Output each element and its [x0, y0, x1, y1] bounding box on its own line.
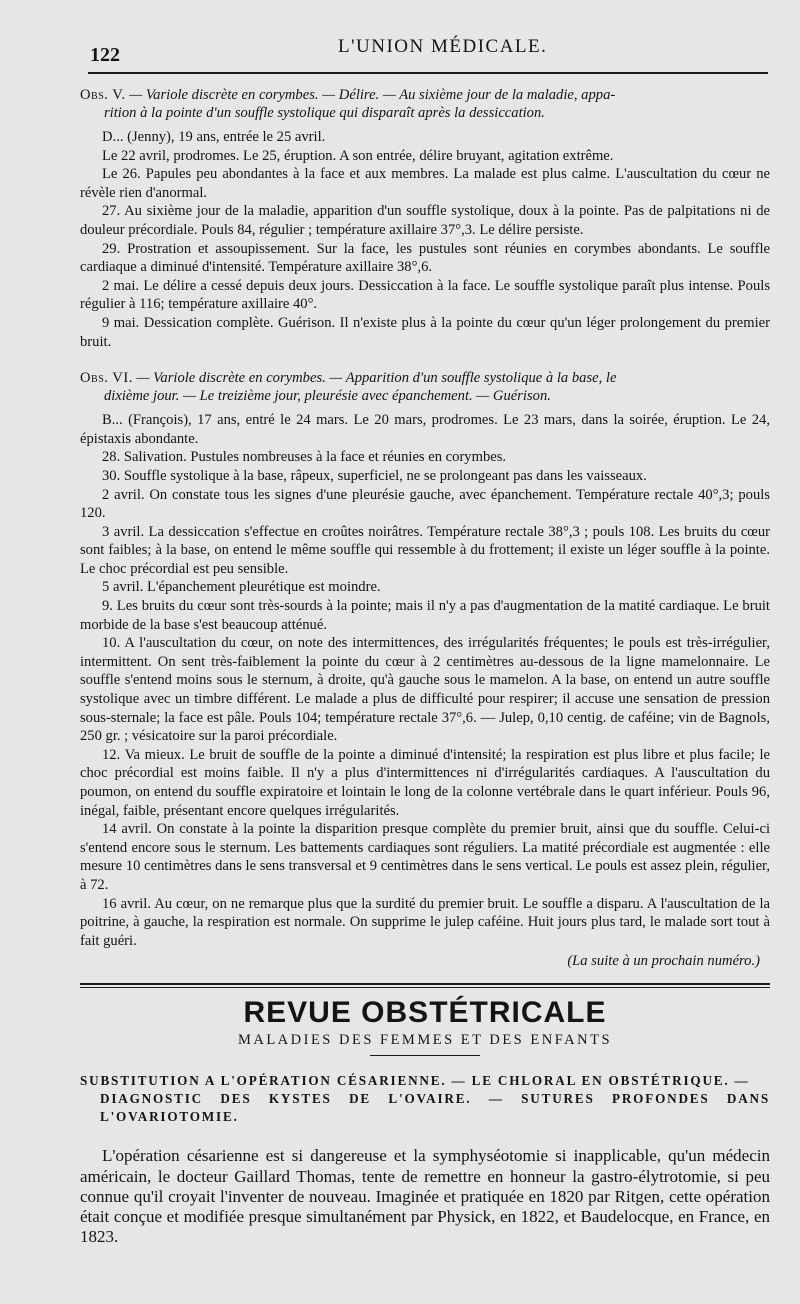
observation-6-paragraph: 16 avril. Au cœur, on ne remarque plus que la surdité du premier bruit. Le souffle a disparu. A l'auscultation de la poitrine, à gauche, la respiration est normale. On supprime le julep caféine. Huit jours plus tard, le malade sort tout à fait guéri. [80, 895, 770, 949]
continued-note: (La suite à un prochain numéro.) [567, 953, 760, 970]
running-header [80, 32, 770, 68]
observation-5-paragraph: 29. Prostration et assoupissement. Sur la face, les pustules sont réunies en corymbes abondants. Le souffle cardiaque a diminué d'intensité. Température axillaire 38°,6. [80, 240, 770, 276]
section-title: REVUE OBSTÉTRICALE [243, 996, 607, 1030]
observation-5 [80, 86, 770, 351]
observation-6-paragraph: 30. Souffle systolique à la base, râpeux, superficiel, ne se prolongeant pas dans les vaisseaux. [102, 467, 647, 484]
article-paragraph: L'opération césarienne est si dangereuse et la symphyséotomie si inapplicable, qu'un médecin américain, le docteur Gaillard Thomas, tente de remettre en honneur la gastro-élytrotomie, si peu connue qu'il croyait l'inventer de nouveau. Imaginée et pratiquée en 1820 par Ritgen, cette opération était conçue et modifiée presque simultanément par Physick, en 1822, et Baudelocque, en France, en 1823. [80, 1146, 770, 1247]
observation-5-paragraph: D... (Jenny), 19 ans, entrée le 25 avril. [102, 129, 326, 145]
section-rule-thin [80, 987, 770, 988]
section-subtitle: MALADIES DES FEMMES ET DES ENFANTS [237, 1032, 613, 1049]
observation-5-paragraph: 27. Au sixième jour de la maladie, apparition d'un souffle systolique, doux à la pointe. Pas de palpitations ni de douleur précordiale. Pouls 84, régulier ; température axillaire 37°,3. Le délire persiste. [80, 203, 770, 238]
observation-6-paragraph: B... (François), 17 ans, entré le 24 mars. Le 20 mars, prodromes. Le 23 mars, dans la soirée, éruption. Le 24, épistaxis abondante. [80, 412, 770, 447]
observation-5-paragraph: Le 22 avril, prodromes. Le 25, éruption. A son entrée, délire bruyant, agitation extrême. [102, 147, 614, 164]
article-heading-line: SUBSTITUTION A L'OPÉRATION CÉSARIENNE. — LE CHLORAL EN OBSTÉTRIQUE. — [80, 1073, 750, 1089]
observation-6-title-cont: dixième jour. — Le treizième jour, pleurésie avec épanchement. — Guérison. [104, 388, 551, 405]
observation-6-paragraph: 10. A l'auscultation du cœur, on note des intermittences, des irrégularités fréquentes; le pouls est très-irrégulier, intermittent. On sent très-faiblement la pointe du cœur à 2 centimètres au-dessous de la ligne mamelonnaire. Le souffle s'entend moins sous le sternum, à droite, qu'à gauche sous le mamelon. A la base, on entend un autre souffle systolique avec un timbre différent. Le malade a plus de difficulté pour respirer; il accuse une sensation de pression sous-sternale; la face est pâle. Pouls 104; température rectale 37°,6. — Julep, 0,10 centig. de caféine; vin de Bagnols, 250 gr. ; vésicatoire sur la paroi précordiale. [80, 635, 770, 745]
observation-6-paragraph: 28. Salivation. Pustules nombreuses à la face et réunies en corymbes. [102, 449, 507, 466]
observation-5-heading [80, 86, 770, 122]
observation-6-heading [80, 369, 770, 405]
section-rule [80, 983, 770, 985]
subtitle-rule [370, 1055, 480, 1056]
observation-6-label: Obs. VI. [80, 370, 133, 387]
observation-6-paragraph: 2 avril. On constate tous les signes d'une pleurésie gauche, avec épanchement. Température rectale 40°,3; pouls 120. [80, 486, 770, 522]
observation-6-paragraph: 12. Va mieux. Le bruit de souffle de la pointe a diminué d'intensité; la respiration est plus libre et plus facile; le choc précordial est moins faible. Il n'y a plus d'intermittences ni d'irrégularités cardiaques. A l'auscultation du poumon, on entend du souffle expiratoire et lointain le long de la colonne vertébrale dans le quart inférieur. Pouls 96, inégal, faible, présentant encore quelques irrégularités. [80, 746, 770, 819]
header-rule [88, 72, 768, 74]
observation-6 [80, 369, 770, 971]
observation-6-paragraph: 3 avril. La dessiccation s'effectue en croûtes noirâtres. Température rectale 38°,3 ; pouls 108. Les bruits du cœur sont faibles; à la base, on entend le même souffle qui ressemble à du frottement; il existe un léger souffle à la pointe. Le choc précordial est peu sensible. [80, 523, 770, 577]
observation-6-paragraph: 5 avril. L'épanchement pleurétique est moindre. [102, 579, 381, 596]
observation-5-title: — Variole discrète en corymbes. — Délire. — Au sixième jour de la maladie, appa- [125, 87, 616, 103]
observation-5-label: Obs. V. [80, 87, 126, 103]
page-number: 122 [90, 44, 120, 66]
article-heading-line-cont: DIAGNOSTIC DES KYSTES DE L'OVAIRE. — SUTURES PROFONDES DANS L'OVARIOTOMIE. [100, 1091, 770, 1125]
observation-5-title-cont: rition à la pointe d'un souffle systolique qui disparaît après la dessiccation. [104, 105, 545, 121]
observation-6-paragraph: 14 avril. On constate à la pointe la disparition presque complète du premier bruit, ainsi que du souffle. Celui-ci s'entend encore sous le sternum. Les battements cardiaques sont réguliers. La matité précordiale est augmentée : elle mesure 10 centimètres dans le sens transversal et 9 centimètres dans le sens vertical. Le pouls est assez plein, régulier, à 72. [80, 821, 770, 893]
article-heading [80, 1072, 770, 1126]
observation-6-title: — Variole discrète en corymbes. — Apparition d'un souffle systolique à la base, le [132, 370, 617, 387]
article-body [80, 1146, 770, 1247]
journal-title: L'UNION MÉDICALE. [338, 36, 548, 57]
observation-5-paragraph: 2 mai. Le délire a cessé depuis deux jours. Dessiccation à la face. Le souffle systolique paraît plus intense. Pouls régulier à 116; température axillaire 40°. [80, 277, 770, 313]
observation-6-paragraph: 9. Les bruits du cœur sont très-sourds à la pointe; mais il n'y a pas d'augmentation de la matité cardiaque. Le bruit morbide de la base s'est beaucoup atténué. [80, 598, 770, 633]
observation-5-paragraph: 9 mai. Dessication complète. Guérison. Il n'existe plus à la pointe du cœur qu'un léger prolongement du premier bruit. [80, 314, 770, 350]
observation-5-paragraph: Le 26. Papules peu abondantes à la face et aux membres. La malade est plus calme. L'auscultation du cœur ne révèle rien d'anormal. [80, 166, 770, 201]
